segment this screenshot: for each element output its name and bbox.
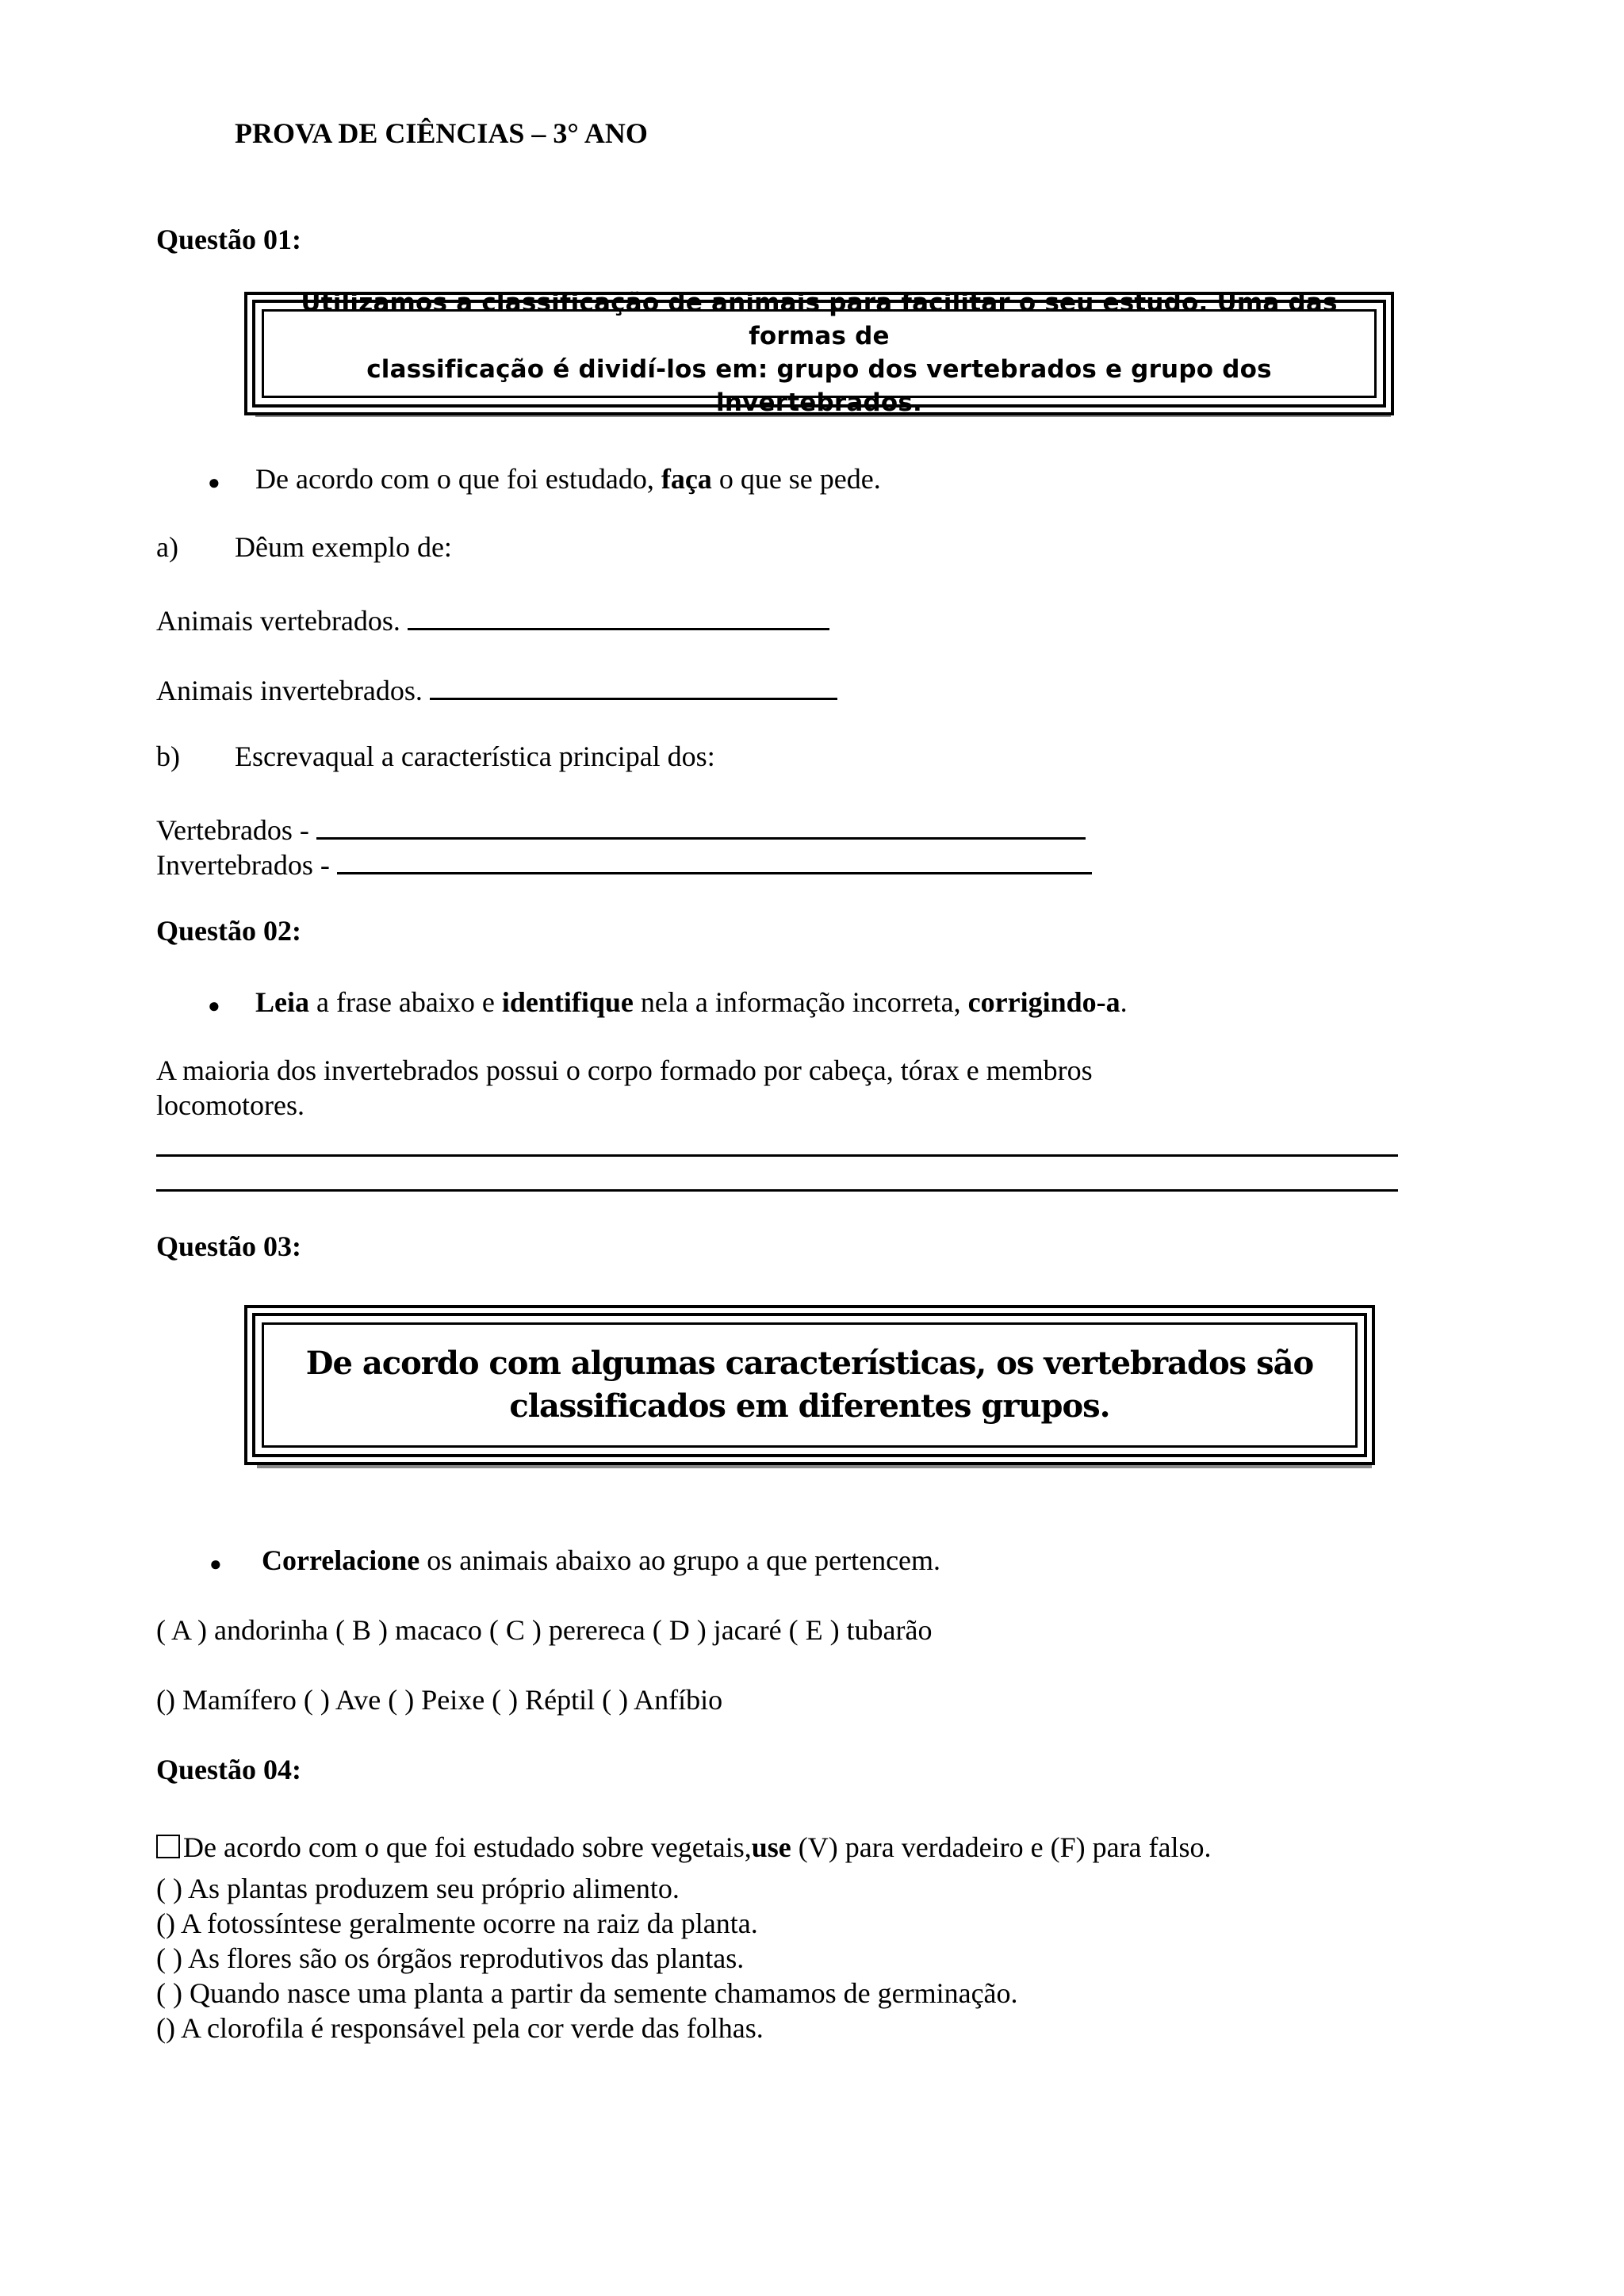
true-false-item: ( ) As flores são os órgãos reprodutivos das plantas. bbox=[156, 1942, 745, 1974]
q3-instruction: Correlacione os animais abaixo ao grupo a que pertencem. bbox=[262, 1544, 941, 1576]
item-a-label: a) bbox=[156, 531, 178, 563]
true-false-item: ( ) As plantas produzem seu próprio alimento. bbox=[156, 1873, 680, 1904]
item-b-text: Escrevaqual a característica principal dos: bbox=[235, 740, 715, 772]
info-box-2-line-2: classificados em diferentes grupos. bbox=[509, 1387, 1110, 1425]
q2-instruction: Leia a frase abaixo e identifique nela a informação incorreta, corrigindo-a. bbox=[255, 986, 1128, 1018]
question-1-heading: Questão 01: bbox=[156, 224, 301, 255]
info-box-1-line-2: classificação é dividí-los em: grupo dos vertebrados e grupo dos invertebrados. bbox=[366, 355, 1272, 417]
item-b-label: b) bbox=[156, 740, 180, 772]
checkbox-icon bbox=[156, 1835, 180, 1858]
invertebrates-feature-line: Invertebrados - bbox=[156, 845, 1092, 882]
box-2-shadow bbox=[257, 1460, 1372, 1468]
info-box-2-line-1: De acordo com algumas características, os vertebrados são bbox=[305, 1345, 1314, 1382]
item-a-text: Dêum exemplo de: bbox=[235, 531, 452, 563]
info-box-1 bbox=[252, 289, 1386, 417]
answer-blank[interactable] bbox=[316, 810, 1086, 840]
q2-sentence-line-2: locomotores. bbox=[156, 1089, 304, 1121]
answer-blank[interactable] bbox=[430, 671, 837, 700]
animals-list: ( A ) andorinha ( B ) macaco ( C ) perereca ( D ) jacaré ( E ) tubarão bbox=[156, 1614, 933, 1646]
true-false-item: () A clorofila é responsável pela cor verde das folhas. bbox=[156, 2012, 764, 2044]
answer-line[interactable] bbox=[156, 1154, 1398, 1157]
question-3-heading: Questão 03: bbox=[156, 1230, 301, 1262]
true-false-item: ( ) Quando nasce uma planta a partir da semente chamamos de germinação. bbox=[156, 1977, 1018, 2009]
q4-instruction: De acordo com o que foi estudado sobre vegetais,use (V) para verdadeiro e (F) para falso. bbox=[156, 1831, 1212, 1864]
question-2-heading: Questão 02: bbox=[156, 915, 301, 947]
info-box-2 bbox=[252, 1313, 1367, 1457]
groups-list: () Mamífero ( ) Ave ( ) Peixe ( ) Réptil ( ) Anfíbio bbox=[156, 1684, 723, 1716]
vertebrates-feature-line: Vertebrados - bbox=[156, 810, 1086, 847]
answer-line[interactable] bbox=[156, 1189, 1398, 1192]
true-false-item: () A fotossíntese geralmente ocorre na raiz da planta. bbox=[156, 1908, 758, 1939]
invertebrates-example-line: Animais invertebrados. bbox=[156, 671, 837, 707]
info-box-1-line-1: Utilizamos a classificação de animais para facilitar o seu estudo. Uma das formas de bbox=[301, 289, 1338, 351]
question-4-heading: Questão 04: bbox=[156, 1754, 301, 1785]
bullet-icon: ● bbox=[208, 994, 220, 1017]
vertebrates-example-line: Animais vertebrados. bbox=[156, 601, 829, 637]
q2-sentence-line-1: A maioria dos invertebrados possui o corpo formado por cabeça, tórax e membros bbox=[156, 1054, 1093, 1086]
page-title: PROVA DE CIÊNCIAS – 3° ANO bbox=[235, 117, 648, 149]
answer-blank[interactable] bbox=[408, 601, 829, 630]
q1-instruction: De acordo com o que foi estudado, faça o que se pede. bbox=[255, 463, 881, 495]
answer-blank[interactable] bbox=[337, 845, 1092, 874]
bullet-icon: ● bbox=[209, 1552, 222, 1575]
bullet-icon: ● bbox=[208, 471, 220, 494]
